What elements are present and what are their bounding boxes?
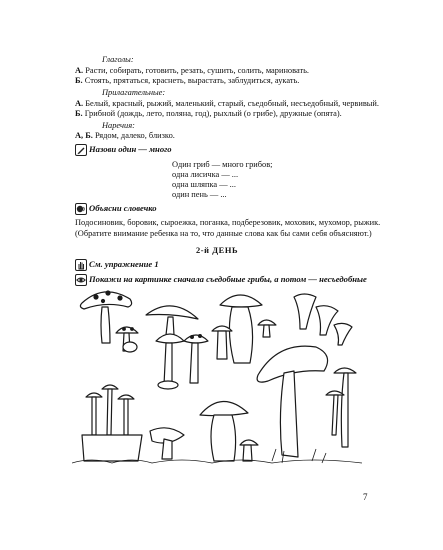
verbs-a [75, 66, 309, 77]
adverbs-ab [75, 131, 175, 142]
adjectives-b [75, 109, 342, 120]
section-picture-title: Покажи на картинке сначала съедобные грибы, а потом — несъедобные [89, 274, 367, 284]
mushrooms-illustration [72, 285, 372, 475]
adverbs-ab-text: Рядом, далеко, близко. [94, 131, 175, 140]
hand-icon [75, 259, 87, 271]
section-one-many-title: Назови один — много [89, 144, 172, 154]
one-many-line-4: один пень — ... [172, 190, 227, 199]
section-explain-title: Объясни словечко [89, 203, 157, 213]
explain-line-2: (Обратите внимание ребенка на то, что данные слова как бы сами себя объясняют.) [75, 229, 372, 238]
adjectives-heading: Прилагательные: [102, 88, 166, 97]
verbs-b-text: Стоять, прятаться, краснеть, вырастать, заблудиться, аукать. [84, 76, 300, 85]
adjectives-a [75, 99, 379, 110]
verbs-b [75, 76, 299, 87]
adjectives-b-text: Грибной (дождь, лето, поляна, год), рыхлый (о грибе), дружные (опята). [84, 109, 342, 118]
adjectives-a-text: Белый, красный, рыжий, маленький, старый, съедобный, несъедобный, червивый. [85, 99, 380, 108]
verbs-b-label: Б. [75, 76, 83, 85]
verbs-heading: Глаголы: [102, 55, 134, 64]
adverbs-heading: Наречия: [102, 121, 135, 130]
day-heading: 2-й ДЕНЬ [196, 246, 239, 255]
section-exercise-title: См. упражнение 1 [89, 259, 159, 269]
adjectives-b-label: Б. [75, 109, 83, 118]
one-many-line-2: одна лисичка — ... [172, 170, 239, 179]
adjectives-a-label: А. [75, 99, 84, 108]
adverbs-ab-label: А, Б. [75, 131, 93, 140]
one-many-line-3: одна шляпка — ... [172, 180, 236, 189]
verbs-a-text: Расти, собирать, готовить, резать, сушить, солить, мариновать. [85, 66, 310, 75]
explain-line-1: Подосиновик, боровик, сыроежка, поганка, подберезовик, моховик, мухомор, рыжик. [75, 218, 381, 227]
speaking-head-icon [75, 203, 87, 215]
one-many-line-1: Один гриб — много грибов; [172, 160, 273, 169]
pencil-icon [75, 144, 87, 156]
page-number: 7 [363, 492, 368, 502]
verbs-a-label: А. [75, 66, 84, 75]
